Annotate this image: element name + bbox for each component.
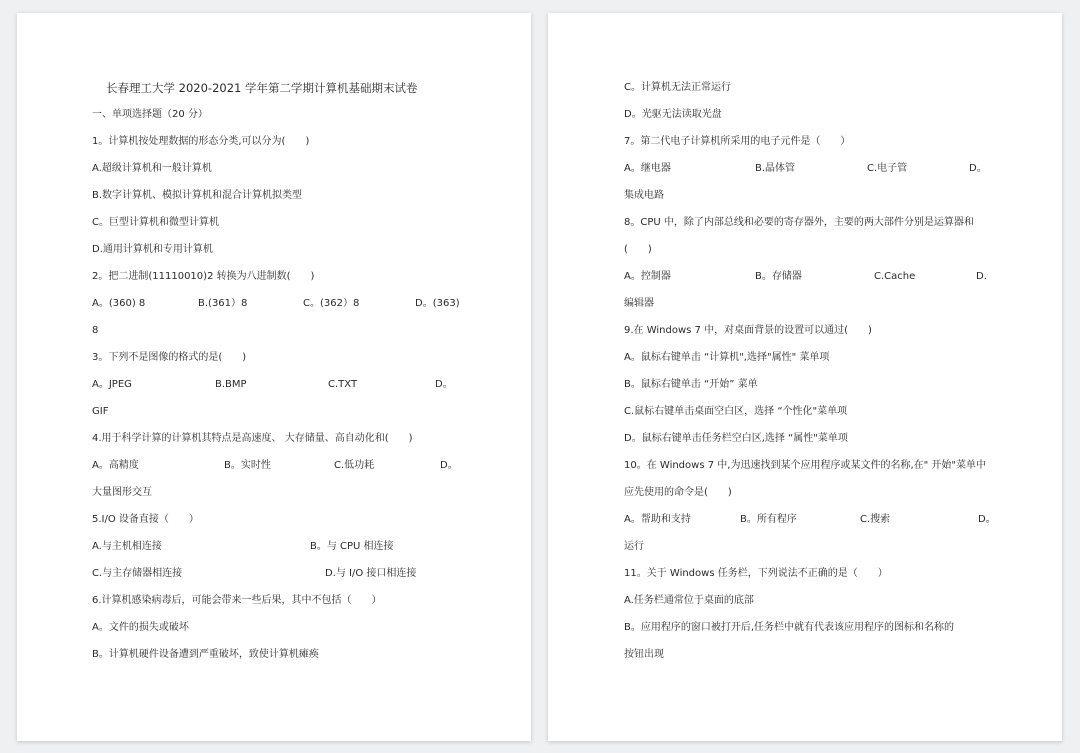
option-text: C.Cache bbox=[874, 271, 916, 282]
option-text: D。光驱无法读取光盘 bbox=[624, 109, 722, 120]
option-text: A。高精度 bbox=[92, 460, 139, 471]
question-8: 8。CPU 中，除了内部总线和必要的寄存器外，主要的两大部件分别是运算器和 bbox=[624, 217, 974, 228]
exam-page-right bbox=[548, 13, 1062, 741]
option-text: A。鼠标右键单击 “计算机",选择"属性" 菜单项 bbox=[624, 352, 830, 363]
option-text-continued: 运行 bbox=[624, 541, 644, 552]
option-text: D。鼠标右键单击任务栏空白区,选择 “属性"菜单项 bbox=[624, 433, 848, 444]
option-text: D。 bbox=[440, 460, 458, 471]
question-text-continued: 应先使用的命令是( ) bbox=[624, 487, 732, 498]
option-text: A。帮助和支持 bbox=[624, 514, 691, 525]
option-text: A。(360) 8 bbox=[92, 298, 146, 309]
question-3: 3。下列不是图像的格式的是( ) bbox=[92, 352, 247, 363]
section-heading: 一、单项选择题（20 分） bbox=[92, 109, 208, 120]
option-text: B.晶体管 bbox=[755, 163, 796, 174]
option-text: C.与主存储器相连接 bbox=[92, 568, 183, 579]
option-text-continued: 编辑器 bbox=[624, 298, 654, 309]
option-text: C。计算机无法正常运行 bbox=[624, 82, 731, 93]
option-text: A。JPEG bbox=[92, 379, 132, 390]
question-10: 10。在 Windows 7 中,为迅速找到某个应用程序或某文件的名称,在" 开始"菜单中 bbox=[624, 460, 986, 471]
option-text: C。(362）8 bbox=[303, 298, 360, 309]
option-text: B。计算机硬件设备遭到严重破坏，致使计算机瘫痪 bbox=[92, 649, 319, 660]
exam-page-left bbox=[17, 13, 531, 741]
option-text: A。文件的损失或破坏 bbox=[92, 622, 189, 633]
option-text: B.数字计算机、模拟计算机和混合计算机拟类型 bbox=[92, 190, 303, 201]
option-text-continued: 集成电路 bbox=[624, 190, 664, 201]
option-text-continued: 按钮出现 bbox=[624, 649, 664, 660]
option-text: B。与 CPU 相连接 bbox=[310, 541, 394, 552]
option-text: A。控制器 bbox=[624, 271, 671, 282]
question-6: 6.计算机感染病毒后，可能会带来一些后果，其中不包括（ ） bbox=[92, 595, 382, 606]
option-text: D。(363) bbox=[415, 298, 460, 309]
question-5: 5.I/O 设备直接（ ） bbox=[92, 514, 199, 525]
option-text-continued: 大量图形交互 bbox=[92, 487, 152, 498]
question-9: 9.在 Windows 7 中，对桌面背景的设置可以通过( ) bbox=[624, 325, 872, 336]
option-text: D. bbox=[976, 271, 987, 282]
option-text-continued: 8 bbox=[92, 325, 99, 336]
option-text: B.(361）8 bbox=[198, 298, 248, 309]
option-text: D。 bbox=[435, 379, 453, 390]
option-text: A.任务栏通常位于桌面的底部 bbox=[624, 595, 754, 606]
question-2: 2。把二进制(11110010)2 转换为八进制数( ) bbox=[92, 271, 315, 282]
question-7: 7。第二代电子计算机所采用的电子元件是（ ） bbox=[624, 136, 851, 147]
option-text: C。巨型计算机和微型计算机 bbox=[92, 217, 219, 228]
option-text: C.搜索 bbox=[860, 514, 891, 525]
option-text: D.与 I/O 接口相连接 bbox=[325, 568, 417, 579]
option-text: C.TXT bbox=[328, 379, 358, 390]
option-text: A.与主机相连接 bbox=[92, 541, 162, 552]
option-text: A。继电器 bbox=[624, 163, 671, 174]
option-text: D。 bbox=[978, 514, 996, 525]
option-text: C.电子管 bbox=[867, 163, 908, 174]
option-text: B。所有程序 bbox=[740, 514, 797, 525]
option-text: D。 bbox=[969, 163, 987, 174]
question-11: 11。关于 Windows 任务栏，下列说法不正确的是（ ） bbox=[624, 568, 888, 579]
option-text: B。鼠标右键单击 “开始” 菜单 bbox=[624, 379, 758, 390]
option-text: D.通用计算机和专用计算机 bbox=[92, 244, 213, 255]
option-text: C.低功耗 bbox=[334, 460, 375, 471]
question-4: 4.用于科学计算的计算机其特点是高速度、 大存储量、高自动化和( ) bbox=[92, 433, 413, 444]
option-text: B。应用程序的窗口被打开后,任务栏中就有代表该应用程序的图标和名称的 bbox=[624, 622, 955, 633]
option-text-continued: GIF bbox=[92, 406, 109, 417]
option-text: B.BMP bbox=[215, 379, 247, 390]
option-text: B。实时性 bbox=[224, 460, 271, 471]
question-text-continued: ( ) bbox=[624, 244, 652, 255]
question-1: 1。计算机按处理数据的形态分类,可以分为( ) bbox=[92, 136, 310, 147]
option-text: A.超级计算机和一般计算机 bbox=[92, 163, 212, 174]
exam-title: 长春理工大学 2020-2021 学年第二学期计算机基础期末试卷 bbox=[106, 81, 418, 95]
option-text: C.鼠标右键单击桌面空白区，选择 “个性化"菜单项 bbox=[624, 406, 848, 417]
option-text: B。存储器 bbox=[755, 271, 802, 282]
